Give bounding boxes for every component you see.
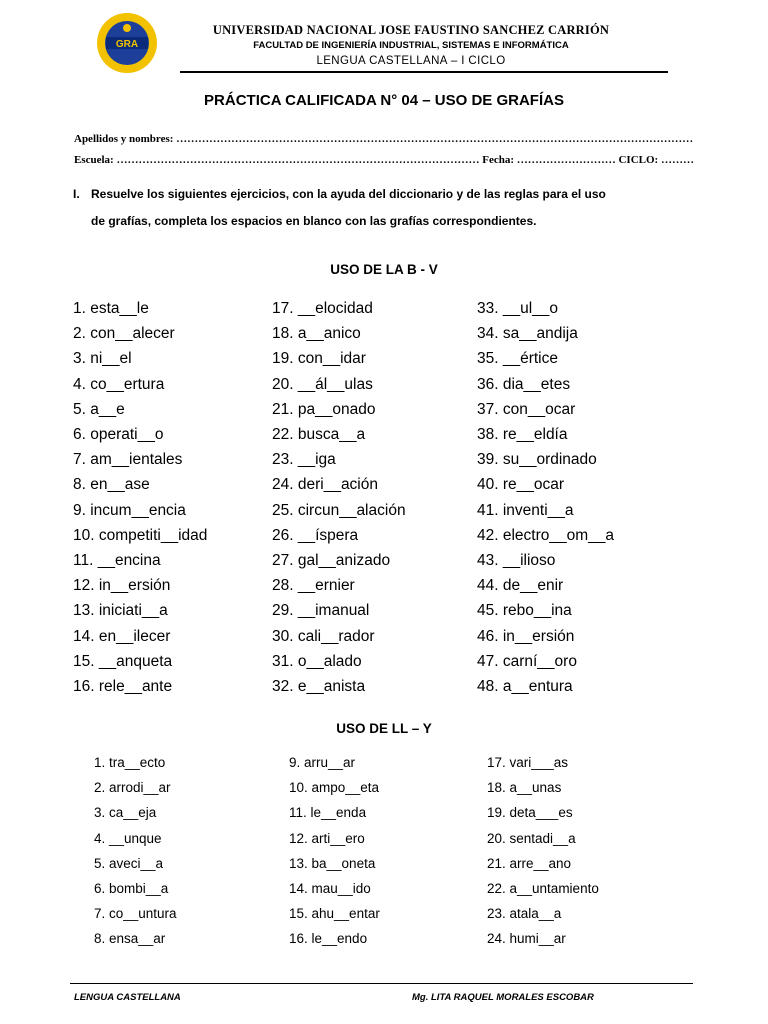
b-v-exercise-item: 2. con__alecer [73,325,175,343]
b-v-exercise-item: 38. re__eldía [477,426,568,443]
b-v-exercise-item: 45. rebo__ina [477,602,572,620]
b-v-exercise-item: 17. __elocidad [272,300,373,317]
b-v-exercise-item: 28. __ernier [272,577,355,595]
b-v-exercise-item: 18. a__anico [272,325,361,343]
b-v-exercise-item: 39. su__ordinado [477,451,597,469]
b-v-exercise-item: 13. iniciati__a [73,602,168,620]
instruction-line-1: Resuelve los siguientes ejercicios, con la ayuda del diccionario y de las reglas para el uso [91,187,606,201]
b-v-exercise-item: 5. a__e [73,400,125,418]
b-v-exercise-item: 24. deri__ación [272,476,378,494]
b-v-exercise-item: 41. inventi__a [477,501,574,519]
svg-text:GRA: GRA [115,39,139,50]
university-name: UNIVERSIDAD NACIONAL JOSE FAUSTINO SANCHEZ CARRIÓN [212,23,610,37]
b-v-exercise-item: 7. am__ientales [73,451,183,469]
ll-y-exercise-item: 16. le__endo [289,931,368,947]
names-field: Apellidos y nombres: …………………………………………………………………………………………………………………………… [74,133,694,145]
ll-y-exercise-item: 8. ensa__ar [94,931,166,947]
ll-y-exercise-item: 22. a__untamiento [487,881,599,896]
ll-y-exercise-item: 12. arti__ero [289,830,365,846]
university-logo [96,12,158,74]
b-v-exercise-item: 21. pa__onado [272,400,376,418]
b-v-exercise-item: 40. re__ocar [477,476,565,494]
b-v-exercise-item: 35. __értice [477,350,558,368]
b-v-exercise-item: 19. con__idar [272,350,366,368]
b-v-exercise-item: 10. competiti__idad [73,526,208,544]
b-v-exercise-item: 30. cali__rador [272,627,375,645]
b-v-exercise-item: 25. circun__alación [272,501,406,519]
b-v-exercise-item: 37. con__ocar [477,400,576,418]
b-v-exercise-item: 15. __anqueta [73,652,173,670]
b-v-exercise-item: 4. co__ertura [73,375,165,393]
ll-y-exercise-item: 2. arrodi__ar [94,780,171,796]
ll-y-exercise-item: 18. a__unas [487,780,562,796]
ll-y-exercise-item: 1. tra__ecto [94,755,166,770]
b-v-exercise-item: 27. gal__anizado [272,552,391,569]
ll-y-exercise-item: 13. ba__oneta [289,855,376,871]
b-v-exercise-item: 9. incum__encia [73,501,186,519]
b-v-exercise-item: 1. esta__le [73,300,149,317]
b-v-exercise-item: 6. operati__o [73,426,164,443]
ll-y-exercise-item: 10. ampo__eta [289,780,380,796]
ll-y-exercise-item: 11. le__enda [289,805,367,821]
b-v-exercise-item: 12. in__ersión [73,577,171,595]
course-name: LENGUA CASTELLANA – I CICLO [316,55,506,67]
b-v-exercise-item: 8. en__ase [73,476,150,494]
ll-y-exercise-item: 24. humi__ar [487,931,566,947]
b-v-exercise-item: 3. ni__el [73,350,132,368]
faculty-name: FACULTAD DE INGENIERÍA INDUSTRIAL, SISTEMAS E INFORMÁTICA [253,40,569,51]
b-v-exercise-item: 33. __ul__o [477,300,559,317]
b-v-exercise-item: 44. de__enir [477,577,564,595]
school-date-cycle-field: Escuela: ……………………………………………………………………………………… Fecha: ……………………… CICLO: ……… [74,154,694,166]
ll-y-exercise-item: 20. sentadi__a [487,830,576,846]
ll-y-exercise-item: 6. bombi__a [94,881,169,896]
ll-y-exercise-item: 7. co__untura [94,906,177,922]
section-title-ll-y: USO DE LL – Y [336,721,432,736]
footer-teacher: Mg. LITA RAQUEL MORALES ESCOBAR [412,992,594,1003]
b-v-exercise-item: 34. sa__andija [477,325,578,343]
page-title: PRÁCTICA CALIFICADA N° 04 – USO DE GRAFÍAS [204,92,564,109]
b-v-exercise-item: 14. en__ilecer [73,627,171,645]
section-title-b-v: USO DE LA B - V [330,262,438,277]
ll-y-exercise-item: 14. mau__ido [289,881,371,896]
b-v-exercise-item: 31. o__alado [272,652,362,670]
b-v-exercise-item: 43. __ilioso [477,552,556,569]
ll-y-exercise-item: 15. ahu__entar [289,906,380,922]
b-v-exercise-item: 46. in__ersión [477,627,575,645]
b-v-exercise-item: 48. a__entura [477,678,573,695]
ll-y-exercise-item: 21. arre__ano [487,855,572,871]
b-v-exercise-item: 47. carní__oro [477,652,577,670]
b-v-exercise-item: 11. __encina [73,552,161,569]
ll-y-exercise-item: 4. __unque [94,830,162,846]
ll-y-exercise-item: 23. atala__a [487,906,562,922]
b-v-exercise-item: 42. electro__om__a [477,526,615,544]
header-divider [180,71,668,73]
b-v-exercise-item: 20. __ál__ulas [272,375,373,393]
footer-divider [70,983,693,984]
b-v-exercise-item: 23. __iga [272,451,336,469]
ll-y-exercise-item: 5. aveci__a [94,855,164,871]
ll-y-exercise-item: 19. deta___es [487,805,573,821]
instruction [73,181,673,235]
instruction-number: I. [73,187,80,201]
footer-course: LENGUA CASTELLANA [74,992,181,1003]
b-v-exercise-item: 22. busca__a [272,426,366,443]
b-v-exercise-item: 36. dia__etes [477,375,571,393]
b-v-exercise-item: 29. __imanual [272,602,370,620]
b-v-exercise-item: 26. __íspera [272,526,359,544]
ll-y-exercise-item: 3. ca__eja [94,805,157,821]
ll-y-exercise-item: 17. vari___as [487,755,569,770]
b-v-exercise-item: 16. rele__ante [73,678,173,695]
instruction-line-2: de grafías, completa los espacios en blanco con las grafías correspondientes. [91,214,537,228]
b-v-exercise-item: 32. e__anista [272,678,366,695]
ll-y-exercise-item: 9. arru__ar [289,755,356,770]
